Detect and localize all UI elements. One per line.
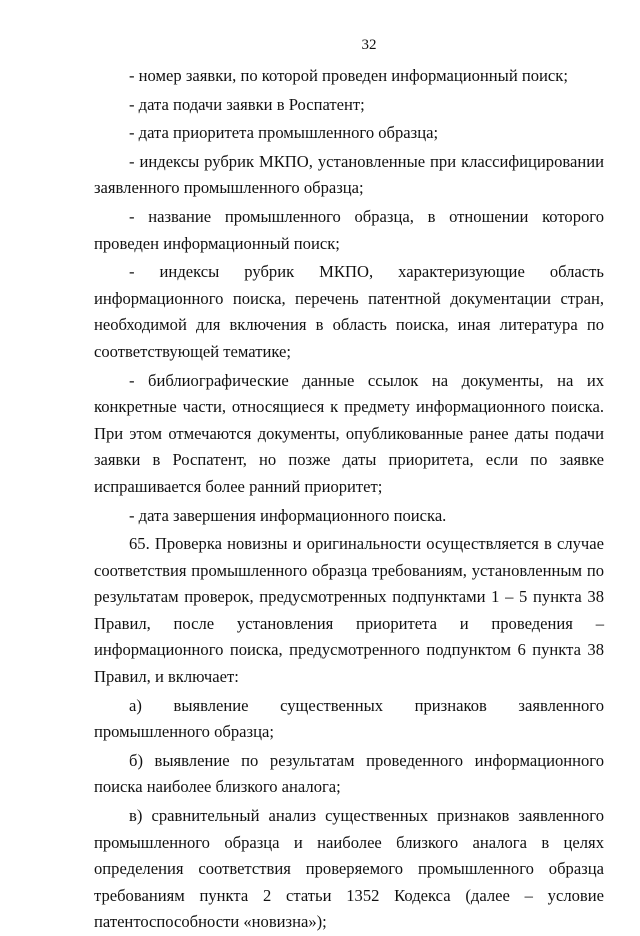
page-number: 32	[361, 37, 377, 53]
paragraph-design-title: - название промышленного образца, в отношении которого проведен информационный поиск;	[94, 206, 604, 253]
paragraph-item-c: в) сравнительный анализ существенных признаков заявленного промышленного образца и наиболее близкого аналога в целях определения соответствия проверяемого промышленного образца требованиям пункта 2 статьи 1352 Кодекса (далее – условие патентоспособности «новизна»);	[94, 806, 604, 932]
paragraph-priority-date: - дата приоритета промышленного образца;	[129, 123, 439, 143]
paragraph-application-number: - номер заявки, по которой проведен информационный поиск;	[129, 66, 568, 85]
paragraph-mkpo-classification: - индексы рубрик МКПО, установленные при классифицировании заявленного промышленного образца;	[94, 151, 604, 198]
paragraph-section-65: 65. Проверка новизны и оригинальности осуществляется в случае соответствия промышленного образца требованиям, установленным по результатам проверок, предусмотренных подпунктами 1 – 5 пункта 38 Правил, после установления приоритета и проведения – информационного поиска, предусмотренного подпунктом 6 пункта 38 Правил, и включает:	[94, 534, 604, 687]
paragraph-search-scope: - индексы рубрик МКПО, характеризующие область информационного поиска, перечень патентной документации стран, необходимой для включения в область поиска, иная литература по соответствующей тематике;	[94, 262, 604, 361]
paragraph-item-b: б) выявление по результатам проведенного информационного поиска наиболее близкого аналога;	[94, 750, 604, 797]
paragraph-filing-date: - дата подачи заявки в Роспатент;	[129, 94, 365, 114]
paragraph-item-a: а) выявление существенных признаков заявленного промышленного образца;	[94, 695, 604, 742]
paragraph-bibliographic-data: - библиографические данные ссылок на документы, на их конкретные части, относящиеся к предмету информационного поиска. При этом отмечаются документы, опубликованные ранее даты подачи заявки в Роспатент, но позже даты приоритета, если по заявке испрашивается более ранний приоритет;	[94, 370, 604, 496]
paragraph-search-completion-date: - дата завершения информационного поиска.	[129, 505, 447, 525]
